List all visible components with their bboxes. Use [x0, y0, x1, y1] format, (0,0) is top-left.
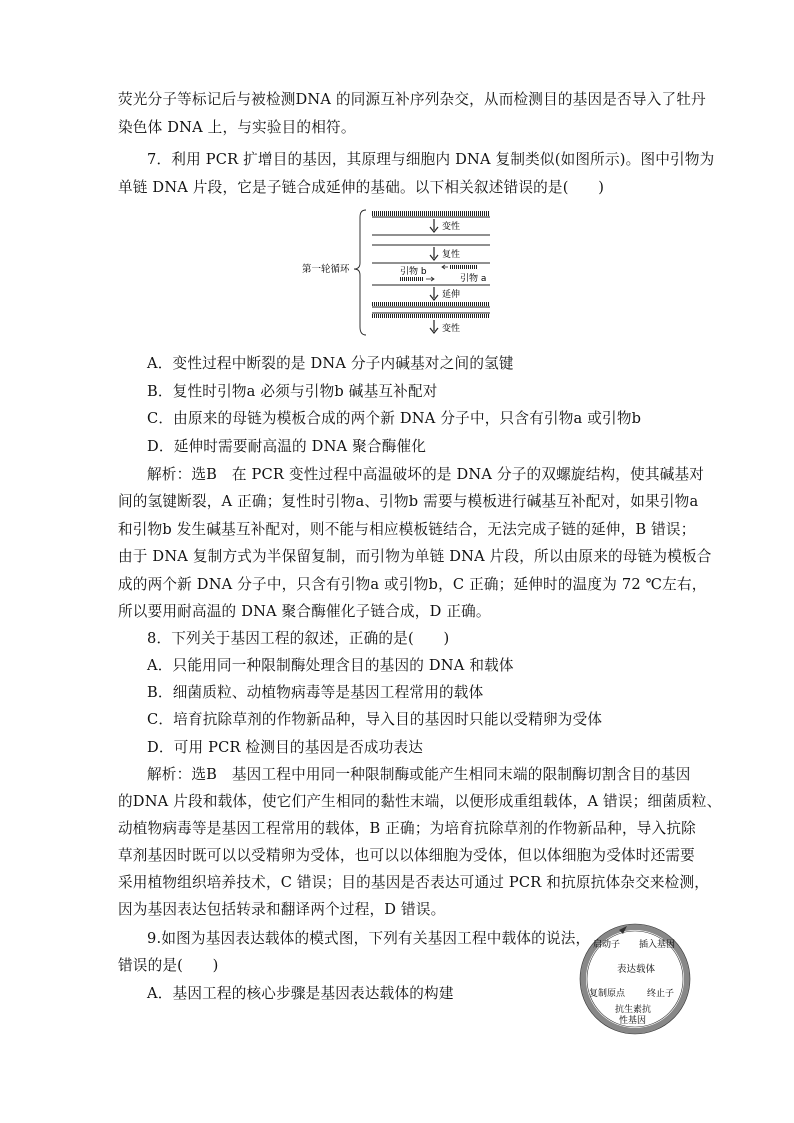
- brace: [354, 210, 366, 335]
- explanation: 采用植物组织培养技术，C 错误；目的基因是否表达可通过 PCR 和抗原抗体杂交来检测，: [118, 874, 710, 891]
- terminator-label: 终止子: [647, 989, 675, 999]
- option-a: A．变性过程中断裂的是 DNA 分子内碱基对之间的氢键: [147, 355, 514, 372]
- explanation: 解析：选B 在 PCR 变性过程中高温破坏的是 DNA 分子的双螺旋结构，使其碱基对: [147, 466, 705, 483]
- option-b: B．细菌质粒、动植物病毒等是基因工程常用的载体: [147, 684, 484, 701]
- question-9-stem: 错误的是( ): [118, 957, 219, 974]
- option-a: A．只能用同一种限制酶处理含目的基因的 DNA 和载体: [147, 657, 514, 674]
- primer-a-mark: [450, 265, 478, 269]
- explanation: 和引物b 发生碱基互补配对，则不能与相应模板链结合，无法完成子链的延伸，B 错误；: [118, 521, 696, 538]
- insert-gene-label: 插入基因: [639, 940, 676, 950]
- explanation: 成的两个新 DNA 分子中，只含有引物a 或引物b，C 正确；延伸时的温度为 72 ℃左右，: [118, 576, 707, 593]
- explanation: 解析：选B 基因工程中用同一种限制酶或能产生相同末端的限制酶切割含目的基因: [147, 766, 691, 783]
- down-arrow-icon: [430, 287, 438, 300]
- step-label: 延伸: [442, 290, 461, 300]
- expression-vector-diagram: [575, 920, 695, 1038]
- step-label: 复性: [442, 250, 461, 260]
- option-a: A．基因工程的核心步骤是基因表达载体的构建: [147, 985, 454, 1002]
- step-label: 变性: [442, 222, 461, 232]
- promoter-label: 启动子: [593, 940, 621, 950]
- template-strand-top: [372, 211, 490, 216]
- option-c: C．由原来的母链为模板合成的两个新 DNA 分子中，只含有引物a 或引物b: [147, 410, 642, 427]
- down-arrow-icon: [430, 219, 438, 232]
- explanation: 动植物病毒等是基因工程常用的载体，B 正确；为培育抗除草剂的作物新品种，导入抗除: [118, 820, 696, 837]
- explanation: 所以要用耐高温的 DNA 聚合酶催化子链合成，D 正确。: [118, 603, 491, 620]
- primer-b-mark: [400, 277, 424, 281]
- explanation: 间的氢键断裂，A 正确；复性时引物a、引物b 需要与模板进行碱基互补配对，如果引物a: [118, 493, 699, 510]
- question-9-stem: 9.如图为基因表达载体的模式图，下列有关基因工程中载体的说法，: [147, 930, 591, 947]
- cycle-label: 第一轮循环: [302, 264, 350, 275]
- ori-label: 复制原点: [589, 989, 626, 999]
- text-line: 染色体 DNA 上，与实验目的相符。: [118, 119, 356, 136]
- explanation: 因为基因表达包括转录和翻译两个过程，D 错误。: [118, 901, 446, 918]
- step-label: 变性: [442, 324, 461, 334]
- option-b: B．复性时引物a 必须与引物b 碱基互补配对: [147, 383, 438, 400]
- question-7-stem: 单链 DNA 片段，它是子链合成延伸的基础。以下相关叙述错误的是( ): [118, 179, 605, 196]
- explanation: 由于 DNA 复制方式为半保留复制，而引物为单链 DNA 片段，所以由原来的母链为模板合: [118, 548, 712, 565]
- option-d: D．可用 PCR 检测目的基因是否成功表达: [147, 739, 424, 756]
- text-line: 荧光分子等标记后与被检测DNA 的同源互补序列杂交，从而检测目的基因是否导入了牡丹: [118, 91, 706, 108]
- resistance-gene-label: 抗生素抗: [615, 1005, 652, 1015]
- resistance-gene-label: 性基因: [619, 1016, 647, 1026]
- question-7-stem: 7．利用 PCR 扩增目的基因，其原理与细胞内 DNA 复制类似(如图所示)。图中引物为: [147, 151, 715, 168]
- pcr-diagram: [300, 205, 510, 340]
- question-8-stem: 8．下列关于基因工程的叙述，正确的是( ): [147, 630, 450, 647]
- option-c: C．培育抗除草剂的作物新品种，导入目的基因时只能以受精卵为受体: [147, 711, 603, 728]
- explanation: 的DNA 片段和载体，使它们产生相同的黏性末端，以便形成重组载体，A 错误；细菌质粒、: [118, 793, 722, 810]
- down-arrow-icon: [430, 320, 438, 333]
- primer-b-label: 引物 b: [400, 267, 427, 277]
- option-d: D．延伸时需要耐高温的 DNA 聚合酶催化: [147, 438, 427, 455]
- down-arrow-icon: [430, 247, 438, 260]
- vector-center-label: 表达载体: [617, 964, 656, 975]
- explanation: 草剂基因时既可以以受精卵为受体，也可以以体细胞为受体，但以体细胞为受体时还需要: [118, 847, 695, 864]
- primer-a-label: 引物 a: [460, 274, 487, 284]
